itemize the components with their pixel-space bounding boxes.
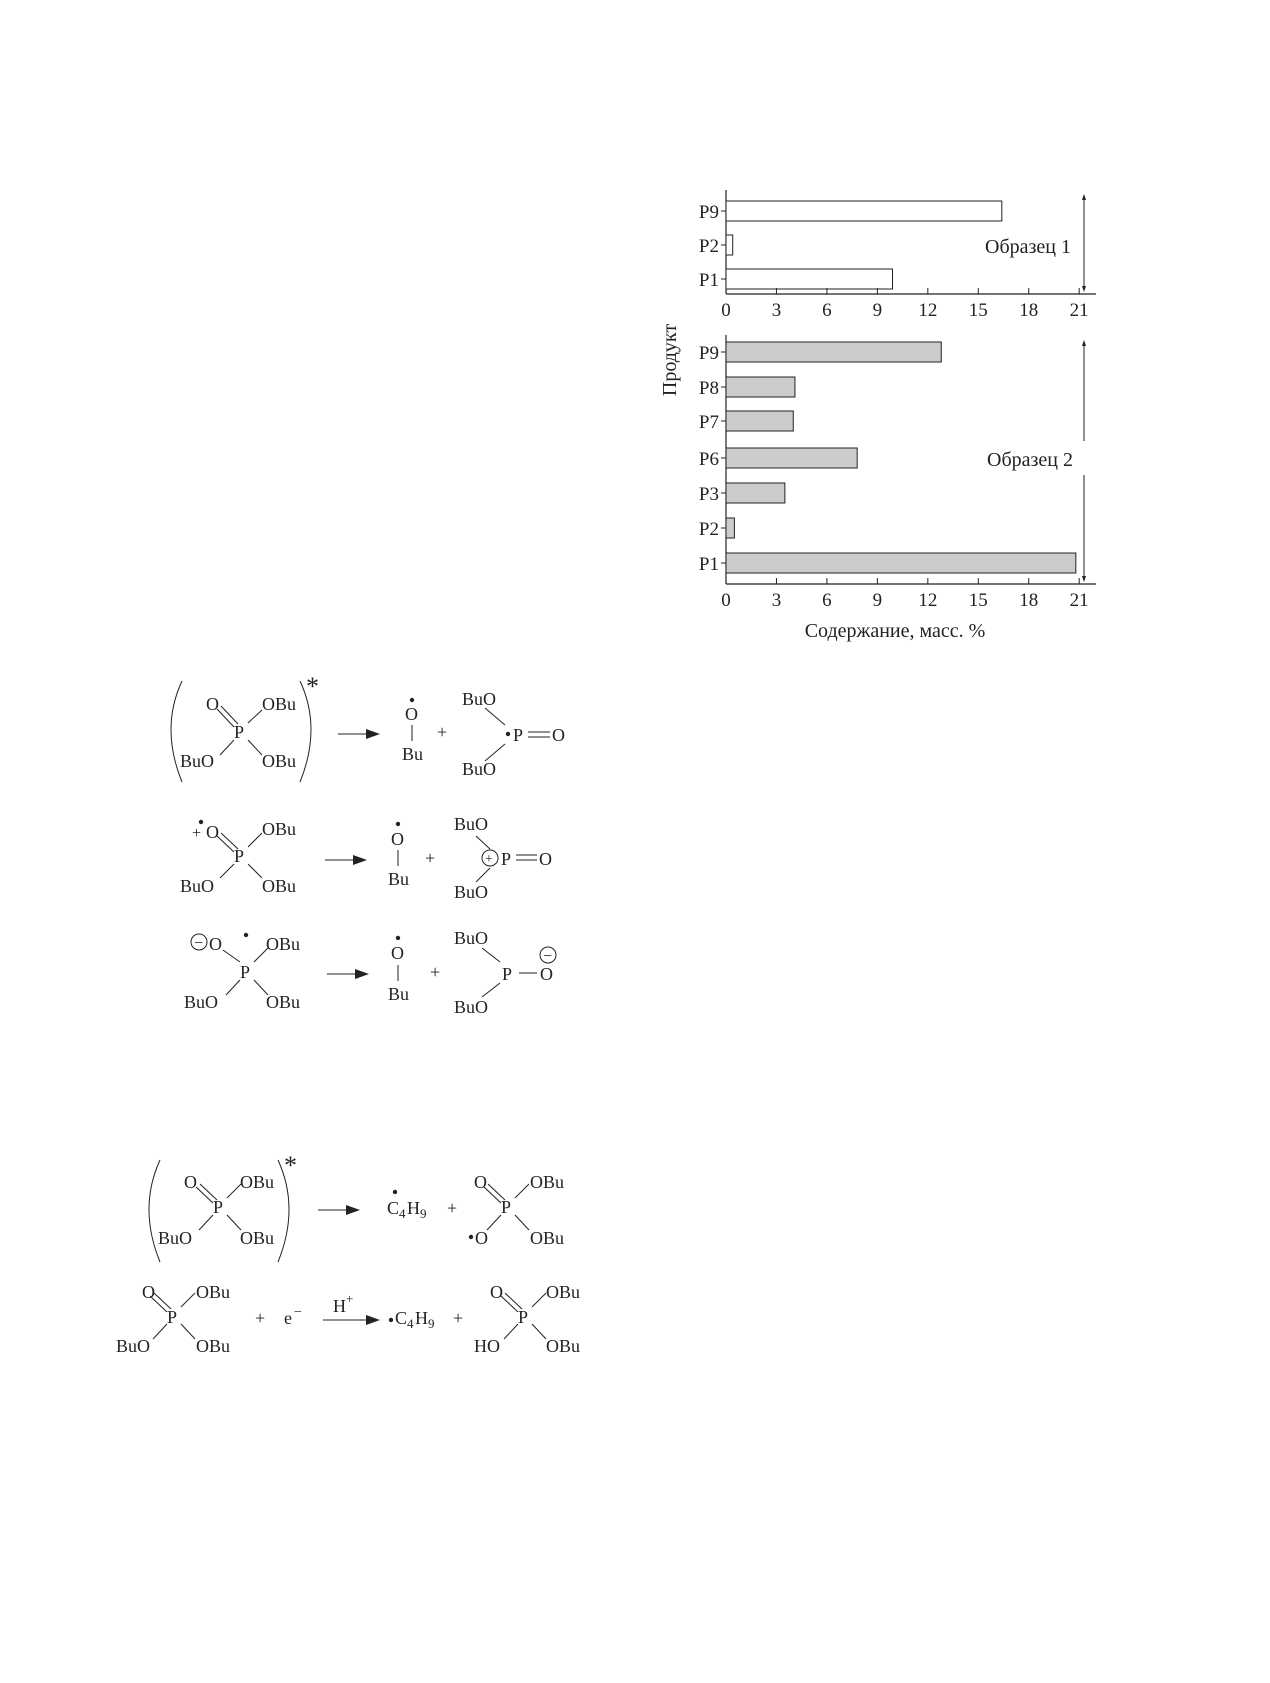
group-label: OBu	[546, 1282, 581, 1302]
arrow-up-icon	[1082, 340, 1086, 346]
panel-sample-2	[699, 335, 1096, 611]
group-label: OBu	[266, 934, 301, 954]
bond-line	[200, 1184, 217, 1200]
atom-label: P	[501, 1197, 512, 1217]
bar-p2	[726, 235, 733, 255]
y-tick-label: P9	[698, 343, 719, 364]
atom-label: P	[518, 1307, 529, 1327]
charge-circle	[540, 947, 556, 963]
atom-label: P	[234, 722, 245, 742]
radical-dot	[396, 936, 400, 940]
group-label: OBu	[240, 1228, 275, 1248]
bar-p9	[726, 342, 941, 362]
group-label: Bu	[388, 869, 410, 889]
atom-label: O	[142, 1282, 155, 1302]
y-tick-label: P7	[698, 412, 719, 433]
bond-line	[485, 744, 505, 761]
panel-1-label: Образец 1	[985, 236, 1071, 258]
bond-line	[487, 1215, 501, 1230]
group-label: BuO	[158, 1228, 193, 1248]
group-label: BuO	[180, 876, 215, 896]
x-tick-label: 21	[1069, 300, 1089, 321]
x-tick-label: 12	[918, 300, 938, 321]
arrowhead-icon	[366, 729, 380, 739]
bar-p9	[726, 201, 1002, 221]
arrow-up-icon	[1082, 194, 1086, 200]
bar-p7	[726, 411, 793, 431]
atom-label: P	[240, 962, 251, 982]
right-parenthesis	[278, 1160, 289, 1262]
superscript: +	[346, 1291, 354, 1306]
bond-line	[223, 950, 240, 962]
atom-label: P	[502, 964, 513, 984]
bar-chart-figure	[0, 0, 1270, 680]
y-tick-label: P3	[698, 484, 719, 505]
plus-sign: +	[430, 962, 441, 982]
y-tick-label: P2	[698, 236, 719, 257]
atom-label: O	[209, 934, 222, 954]
bond-line	[154, 1293, 171, 1309]
group-label: BuO	[184, 992, 219, 1012]
group-label: BuO	[180, 751, 215, 771]
group-label: OBu	[196, 1282, 231, 1302]
subscript: 9	[420, 1206, 427, 1221]
charge-circle	[482, 850, 498, 866]
bond-line	[532, 1293, 546, 1307]
double-bond	[217, 709, 234, 727]
arrow-down-icon	[1082, 286, 1086, 292]
charge-label: −	[194, 935, 204, 952]
catalyst-label: H	[333, 1296, 346, 1316]
radical-dot	[506, 732, 510, 736]
atom-label: P	[513, 725, 524, 745]
subscript: 4	[399, 1206, 406, 1221]
atom-label: C	[387, 1198, 400, 1218]
arrowhead-icon	[355, 969, 369, 979]
subscript: 9	[428, 1316, 435, 1331]
x-tick-label: 0	[721, 590, 731, 611]
arrowhead-icon	[346, 1205, 360, 1215]
x-tick-label: 6	[822, 300, 832, 321]
group-label: OBu	[530, 1228, 565, 1248]
y-axis-title: Продукт	[659, 323, 681, 397]
superscript: −	[294, 1305, 302, 1320]
group-label: BuO	[454, 814, 489, 834]
x-axis-title: Содержание, масс. %	[804, 620, 986, 642]
atom-label: O	[391, 943, 404, 963]
panel-2-label: Образец 2	[987, 449, 1073, 471]
bond-line	[482, 983, 500, 997]
arrowhead-icon	[366, 1315, 380, 1325]
bar-p6	[726, 448, 857, 468]
bond-line	[254, 948, 268, 962]
bond-line	[248, 833, 262, 847]
bond-line	[488, 1184, 505, 1200]
panel-sample-1	[699, 190, 1096, 321]
atom-label: H	[415, 1308, 428, 1328]
atom-label: O	[475, 1228, 488, 1248]
y-tick-label: P1	[698, 270, 719, 291]
radical-dot	[410, 698, 414, 702]
group-label: BuO	[454, 997, 489, 1017]
bond-line	[181, 1324, 195, 1339]
atom-label: P	[234, 846, 245, 866]
atom-label: O	[540, 964, 553, 984]
radical-dot	[199, 820, 203, 824]
bar-p2	[726, 518, 734, 538]
y-tick-label: P1	[698, 554, 719, 575]
arrowhead-icon	[353, 855, 367, 865]
atom-label: O	[405, 704, 418, 724]
x-tick-label: 15	[968, 590, 988, 611]
atom-label: O	[206, 822, 219, 842]
electron-label: e	[284, 1308, 292, 1328]
bond-line	[515, 1215, 529, 1230]
bond-line	[220, 740, 234, 755]
atom-label: C	[395, 1308, 408, 1328]
x-tick-label: 3	[771, 300, 782, 321]
atom-label: P	[167, 1307, 178, 1327]
bar-chart-svg	[0, 0, 1270, 680]
atom-label: P	[501, 849, 512, 869]
group-label: HO	[474, 1336, 500, 1356]
plus-sign: +	[437, 722, 448, 742]
charge-label: +	[485, 852, 493, 867]
x-tick-label: 21	[1069, 590, 1089, 611]
group-label: Bu	[402, 744, 424, 764]
bond-line	[248, 740, 262, 755]
bond-line	[248, 864, 262, 878]
y-tick-label: P9	[698, 202, 719, 223]
atom-label: O	[490, 1282, 503, 1302]
radical-dot	[244, 933, 248, 937]
group-label: OBu	[262, 751, 297, 771]
bond-line	[476, 868, 490, 882]
group-label: OBu	[262, 876, 297, 896]
charge-label: −	[543, 948, 553, 965]
excited-star: *	[284, 1151, 297, 1180]
atom-label: O	[474, 1172, 487, 1192]
bond-line	[501, 1296, 518, 1312]
bond-line	[248, 710, 262, 723]
atom-label: H	[407, 1198, 420, 1218]
atom-label: O	[184, 1172, 197, 1192]
x-tick-label: 18	[1019, 300, 1039, 321]
charge-circle	[191, 934, 207, 950]
bond-line	[254, 980, 268, 995]
plus-sign: +	[453, 1308, 464, 1328]
atom-label: O	[539, 849, 552, 869]
y-tick-label: P6	[698, 449, 719, 470]
group-label: BuO	[462, 759, 497, 779]
bond-line	[221, 833, 238, 849]
right-parenthesis	[300, 681, 311, 782]
atom-label: O	[552, 725, 565, 745]
radical-dot	[393, 1190, 397, 1194]
x-tick-label: 6	[822, 590, 832, 611]
bond-line	[482, 948, 500, 962]
group-label: OBu	[530, 1172, 565, 1192]
radical-dot	[396, 822, 400, 826]
bar-p8	[726, 377, 795, 397]
radical-dot	[389, 1318, 393, 1322]
bar-p3	[726, 483, 785, 503]
bond-line	[217, 836, 234, 852]
bond-line	[220, 864, 234, 878]
bar-p1	[726, 269, 893, 289]
radical-dot	[469, 1235, 473, 1239]
left-parenthesis	[149, 1160, 160, 1262]
bond-line	[504, 1324, 518, 1339]
atom-label: O	[206, 694, 219, 714]
x-tick-label: 3	[771, 590, 782, 611]
subscript: 4	[407, 1316, 414, 1331]
left-parenthesis	[171, 681, 182, 782]
arrow-down-icon	[1082, 576, 1086, 582]
group-label: BuO	[116, 1336, 151, 1356]
bond-line	[484, 1187, 501, 1203]
bond-line	[226, 980, 240, 995]
x-tick-label: 12	[918, 590, 938, 611]
group-label: OBu	[266, 992, 301, 1012]
atom-label: O	[391, 829, 404, 849]
bond-line	[227, 1215, 241, 1230]
double-bond	[221, 706, 238, 724]
group-label: OBu	[262, 819, 297, 839]
plus-sign: +	[425, 848, 436, 868]
bond-line	[150, 1296, 167, 1312]
bond-line	[532, 1324, 546, 1339]
group-label: OBu	[262, 694, 297, 714]
group-label: Bu	[388, 984, 410, 1004]
plus-sign: +	[447, 1198, 458, 1218]
group-label: BuO	[454, 928, 489, 948]
bond-line	[227, 1184, 241, 1198]
bond-line	[515, 1184, 529, 1198]
bond-line	[476, 836, 490, 849]
x-tick-label: 15	[968, 300, 988, 321]
bond-line	[505, 1293, 522, 1309]
y-tick-label: P8	[698, 378, 719, 399]
bond-line	[181, 1293, 195, 1307]
atom-label: P	[213, 1197, 224, 1217]
bond-line	[485, 708, 505, 725]
x-tick-label: 9	[872, 590, 883, 611]
bond-line	[153, 1324, 167, 1339]
group-label: OBu	[196, 1336, 231, 1356]
bar-p1	[726, 553, 1076, 573]
group-label: OBu	[546, 1336, 581, 1356]
y-tick-label: P2	[698, 519, 719, 540]
group-label: BuO	[462, 689, 497, 709]
excited-star: *	[306, 672, 319, 701]
plus-sign: +	[255, 1308, 266, 1328]
bond-line	[196, 1187, 213, 1203]
bond-line	[199, 1215, 213, 1230]
group-label: OBu	[240, 1172, 275, 1192]
x-tick-label: 9	[872, 300, 883, 321]
x-tick-label: 18	[1019, 590, 1039, 611]
group-label: BuO	[454, 882, 489, 902]
x-tick-label: 0	[721, 300, 731, 321]
charge-label: +	[192, 825, 202, 842]
